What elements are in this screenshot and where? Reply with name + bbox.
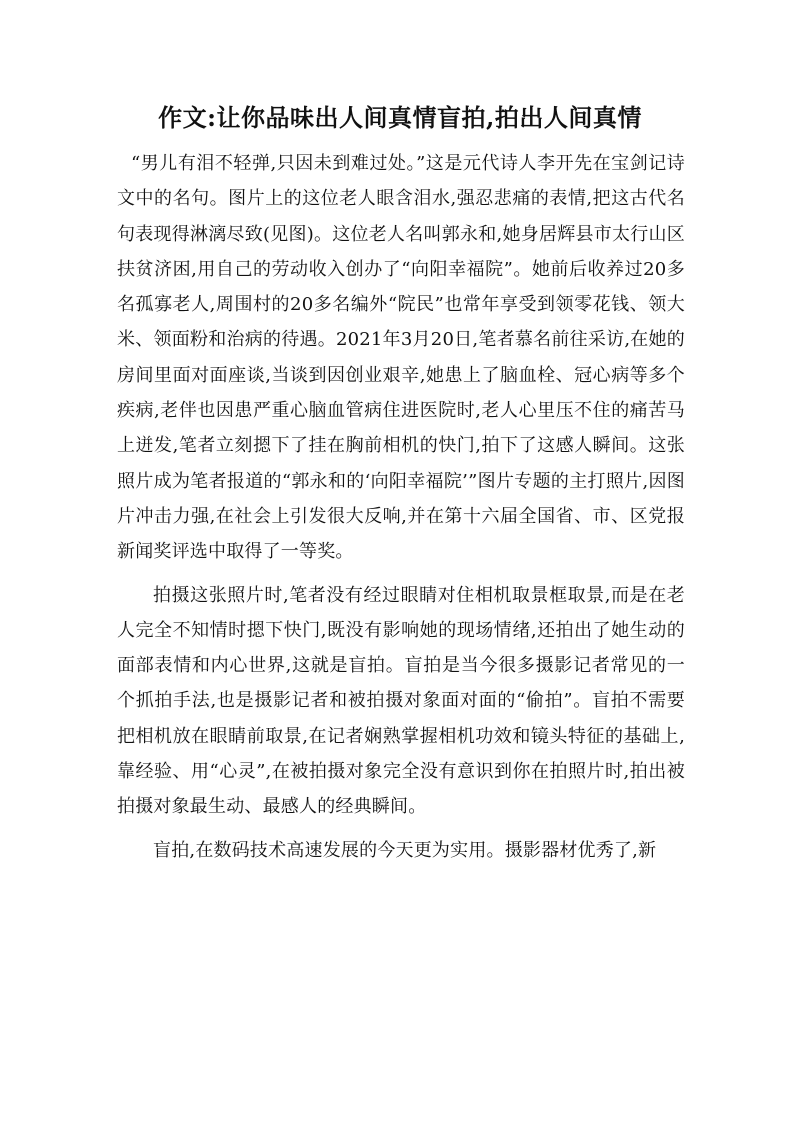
document-title: 作文:让你品味出人间真情盲拍,拍出人间真情 xyxy=(158,103,642,132)
paragraph-3: 盲拍,在数码技术高速发展的今天更为实用。摄影器材优秀了,新 xyxy=(153,839,657,861)
paragraph-1: “男儿有泪不轻弹,只因未到难过处。”这是元代诗人李开先在宝剑记诗文中的名句。图片上的这位老人眼含泪水,强忍悲痛的表情,把这古代名句表现得淋漓尽致(见图)。这位老人名叫郭永和,她身居辉县市太行山区扶贫济困,用自己的劳动收入创办了“向阳幸福院”。她前后收养过20多名孤寡老人,周围村的20多名编外“院民”也常年享受到领零花钱、领大米、领面粉和治病的待遇。2021年3月20日,笔者慕名前往采访,在她的房间里面对面座谈,当谈到因创业艰辛,她患上了脑血栓、冠心病等多个疾病,老伴也因患严重心脑血管病住进医院时,老人心里压不住的痛苦马上迸发,笔者立刻摁下了挂在胸前相机的快门,拍下了这感人瞬间。这张照片成为笔者报道的“郭永和的‘向阳幸福院’”图片专题的主打照片,因图片冲击力强,在社会上引发很大反响,并在第十六届全国省、市、区党报新闻奖评选中取得了一等奖。 xyxy=(117,153,685,563)
document-body xyxy=(117,146,685,868)
paragraph-2: 拍摄这张照片时,笔者没有经过眼睛对住相机取景框取景,而是在老人完全不知情时摁下快门,既没有影响她的现场情绪,还拍出了她生动的面部表情和内心世界,这就是盲拍。盲拍是当今很多摄影记者常见的一个抓拍手法,也是摄影记者和被拍摄对象面对面的“偷拍”。盲拍不需要把相机放在眼睛前取景,在记者娴熟掌握相机功效和镜头特征的基础上,靠经验、用“心灵”,在被拍摄对象完全没有意识到你在拍照片时,拍出被拍摄对象最生动、最感人的经典瞬间。 xyxy=(117,584,685,818)
